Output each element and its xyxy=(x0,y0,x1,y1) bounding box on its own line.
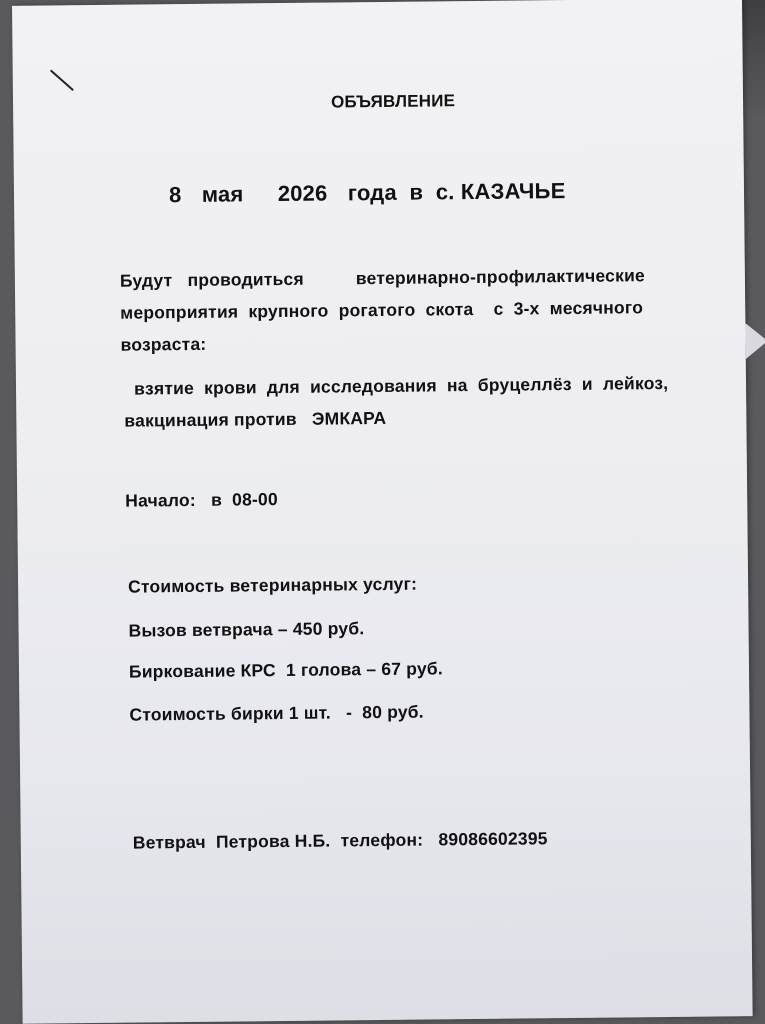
pen-mark xyxy=(50,70,74,91)
date-place: года в с. КАЗАЧЬЕ xyxy=(347,178,566,206)
paper-corner-flap xyxy=(745,323,765,359)
paragraph-events-line-1: Будут проводиться ветеринарно-профилактические xyxy=(119,265,645,291)
paragraph-procedures-line-1: взятие крови для исследования на бруцеллёз и лейкоз, xyxy=(133,372,669,399)
costs-title: Стоимость ветеринарных услуг: xyxy=(128,573,418,597)
date-month: мая xyxy=(201,181,244,207)
cost-tag: Стоимость бирки 1 шт. - 80 руб. xyxy=(129,701,424,725)
cost-tagging: Биркование КРС 1 голова – 67 руб. xyxy=(128,658,443,682)
notice-paper xyxy=(12,0,753,1024)
paragraph-events-line-2: мероприятия крупного рогатого скота с 3-х месячного xyxy=(120,297,644,323)
date-year: 2026 xyxy=(277,180,328,207)
cost-vet-call: Вызов ветврача – 450 руб. xyxy=(128,618,365,641)
paragraph-procedures-line-2: вакцинация против ЭМКАРА xyxy=(124,407,387,431)
notice-title: ОБЪЯВЛЕНИЕ xyxy=(330,91,456,112)
paragraph-events xyxy=(120,259,646,360)
paragraph-events-line-3: возраста: xyxy=(120,333,207,355)
paragraph-procedures xyxy=(124,367,669,437)
date-day: 8 xyxy=(168,182,182,208)
start-time: Начало: в 08-00 xyxy=(125,489,278,511)
vet-contact: Ветврач Петрова Н.Б. телефон: 89086602395 xyxy=(132,828,548,853)
notice-date-line xyxy=(169,178,580,208)
